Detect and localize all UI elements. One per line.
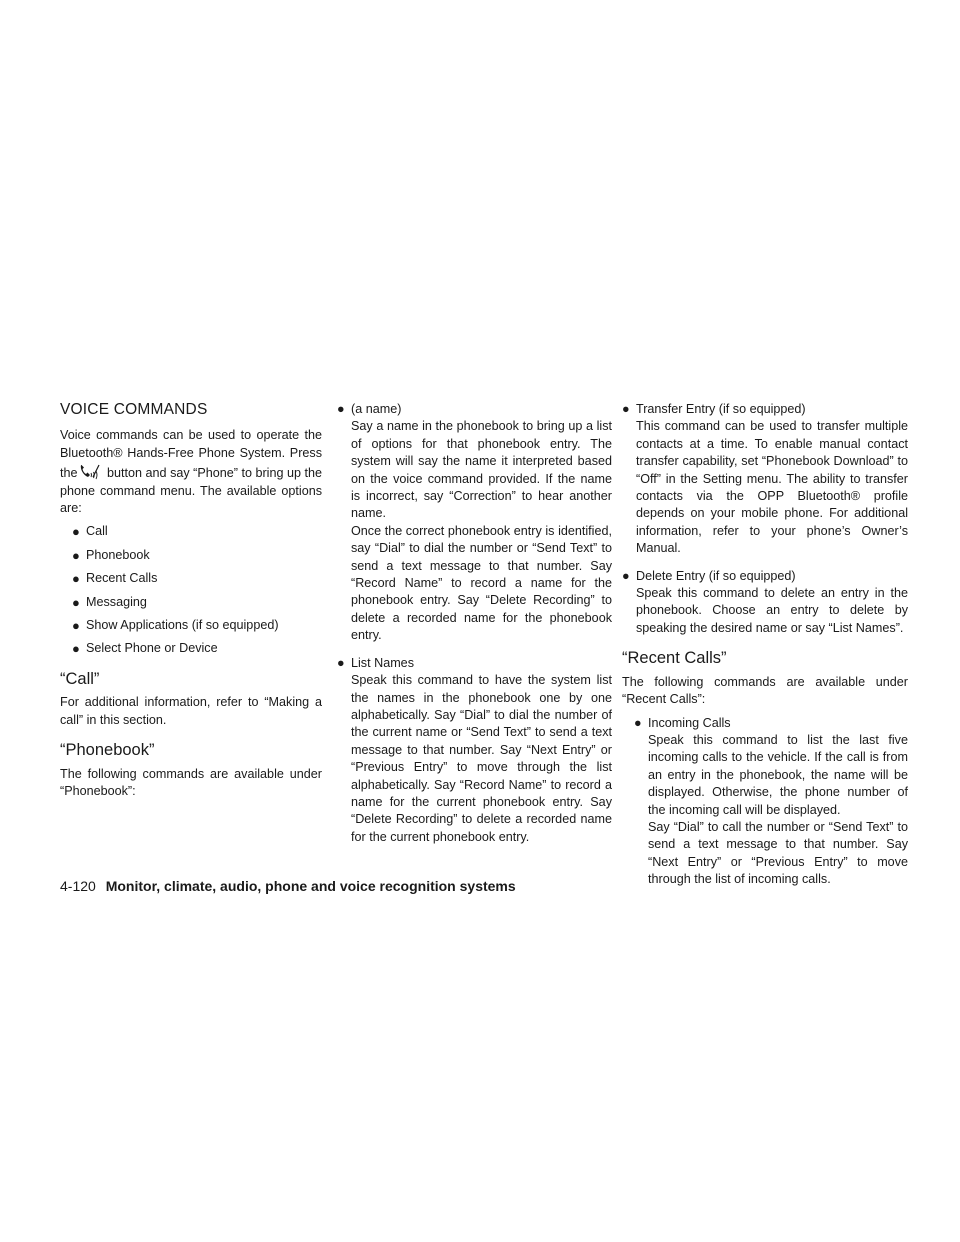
intro-paragraph	[60, 427, 322, 517]
phonebook-paragraph: The following commands are available under “Phonebook”:	[60, 766, 322, 798]
command-label: (a name)	[351, 402, 402, 416]
list-item: ● Show Applications (if so equipped)	[72, 618, 279, 634]
bullet-icon: ●	[72, 618, 80, 634]
bullet-icon: ●	[337, 402, 345, 416]
list-item: ● Select Phone or Device	[72, 641, 218, 657]
phonebook-heading: “Phonebook”	[60, 741, 155, 760]
column-2	[337, 401, 612, 856]
command-description: Say a name in the phonebook to bring up a list of options for that phonebook entry. The system will say the name it interpreted based on the voice command provided. If the name is incorrect, say “Correction” to hear another name.	[351, 419, 612, 521]
command-block	[337, 655, 612, 846]
bullet-icon: ●	[72, 594, 80, 610]
list-item: ● Messaging	[72, 594, 147, 610]
phone-voice-icon	[78, 462, 104, 480]
intro-text-b: button and say “Phone” to bring up the phone command menu. The available options are:	[60, 466, 323, 516]
command-label: Delete Entry (if so equipped)	[636, 568, 796, 583]
call-paragraph: For additional information, refer to “Making a call” in this section.	[60, 695, 322, 727]
command-block	[622, 568, 908, 638]
bullet-icon: ●	[634, 715, 642, 730]
bullet-icon: ●	[622, 568, 630, 583]
command-description: Say “Dial” to call the number or “Send Text” to send a text message to that number. Say “Next Entry” or “Previous Entry” to move through the list of incoming calls.	[648, 819, 908, 887]
command-description: Once the correct phonebook entry is identified, say “Dial” to dial the number or “Send Text” to send a text message to that number. Say “Record Name” to record a name for the phonebook entry. Say “Delete Recording” to delete a recorded name for the phonebook entry.	[351, 523, 612, 643]
options-list	[60, 523, 322, 657]
column-1	[60, 401, 322, 800]
column-3	[622, 401, 908, 899]
page-footer	[60, 878, 516, 894]
recent-calls-heading: “Recent Calls”	[622, 649, 727, 668]
list-item: ● Phonebook	[72, 547, 150, 563]
section-title: VOICE COMMANDS	[60, 401, 208, 418]
command-description: Speak this command to have the system list the names in the phonebook one by one alphabetically. Say “Dial” to dial the number of the current name or “Send Text” to send a text message to that number. Say “Next Entry” or “Previous Entry” to move through the list alphabetically. Say “Record Name” to record a name for the current phonebook entry. Say “Delete Recording” to delete a recorded name for the current phonebook entry.	[351, 673, 612, 844]
bullet-icon: ●	[72, 524, 80, 540]
command-description: This command can be used to transfer multiple contacts at a time. To enable manual contact transfer capability, set “Phonebook Download” to “Off” in the Setting menu. The ability to transfer contacts via the OPP Bluetooth® profile depends on your mobile phone. For additional information, refer to your phone’s Owner’s Manual.	[636, 419, 908, 556]
bullet-icon: ●	[72, 641, 80, 657]
command-label: List Names	[351, 655, 414, 670]
page-number: 4-120	[60, 878, 96, 894]
command-label: Transfer Entry (if so equipped)	[636, 402, 806, 416]
bullet-icon: ●	[72, 571, 80, 587]
command-block	[622, 715, 908, 889]
intro-text-a: Voice commands can be used to operate the Bluetooth® Hands-Free Phone System. Press the	[60, 428, 322, 481]
list-item: ● Call	[72, 524, 108, 540]
list-item: ● Recent Calls	[72, 571, 158, 587]
recent-calls-paragraph: The following commands are available under “Recent Calls”:	[622, 674, 908, 707]
bullet-icon: ●	[622, 402, 630, 416]
command-description: Speak this command to delete an entry in the phonebook. Choose an entry to delete by speaking the desired name or say “List Names”.	[636, 586, 908, 635]
footer-section-title: Monitor, climate, audio, phone and voice recognition systems	[105, 878, 516, 894]
command-label: Incoming Calls	[648, 715, 731, 730]
call-heading: “Call”	[60, 669, 100, 688]
command-block	[622, 401, 908, 558]
command-block	[337, 401, 612, 645]
command-description: Speak this command to list the last five incoming calls to the vehicle. If the call is from an entry in the phonebook, the name will be displayed. Otherwise, the phone number of the incoming call will be displayed.	[648, 732, 908, 817]
bullet-icon: ●	[337, 655, 345, 670]
bullet-icon: ●	[72, 547, 80, 563]
